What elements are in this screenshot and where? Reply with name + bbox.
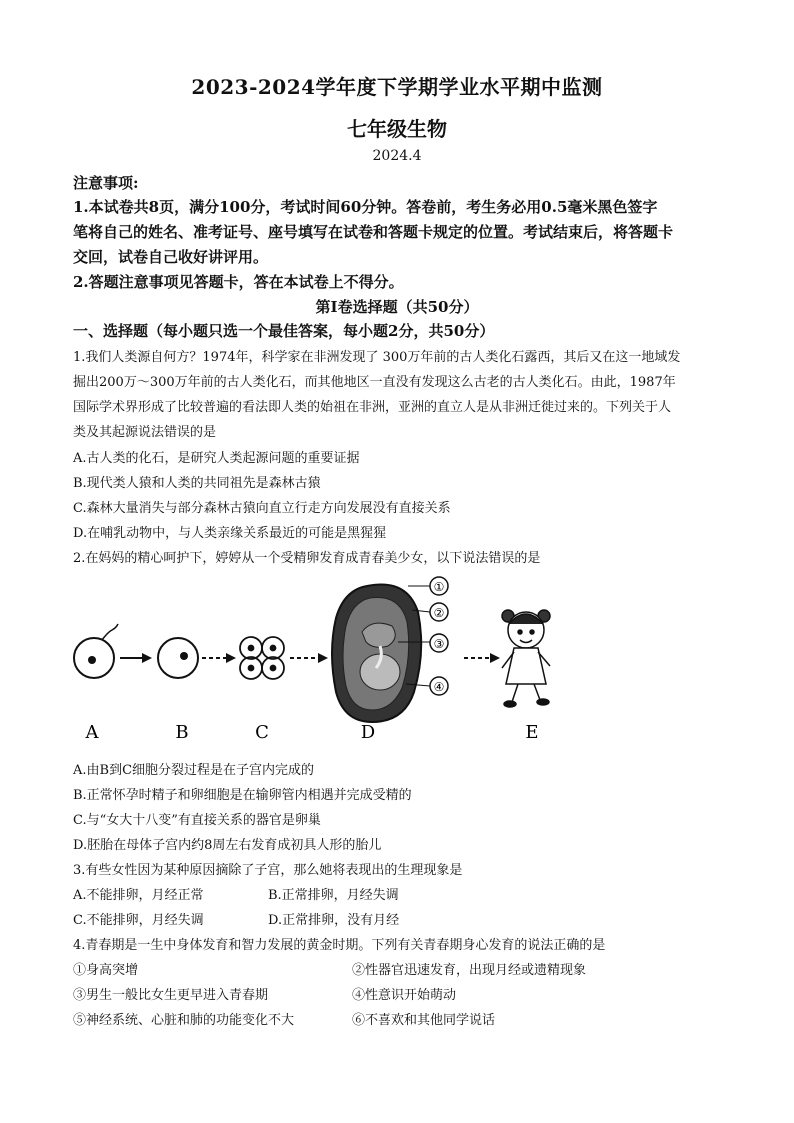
arrow-dashed-icon: [290, 653, 328, 663]
svg-text:②: ②: [433, 606, 445, 620]
notice-line: 交回，试卷自己收好讲评用。: [73, 248, 269, 266]
q1-stem-line: 国际学术界形成了比较普遍的看法即人类的始祖在非洲，亚洲的直立人是从非洲迁徙过来的。下列关于人: [73, 400, 672, 415]
part-title: 第Ⅰ卷选择题（共50分）: [315, 298, 479, 316]
exam-subtitle: 七年级生物: [347, 117, 447, 141]
arrow-solid-icon: [120, 653, 152, 663]
q2-stem: 2.在妈妈的精心呵护下，婷婷从一个受精卵发育成青春美少女，以下说法错误的是: [73, 551, 541, 566]
section-heading: 一、选择题（每小题只选一个最佳答案，每小题2分，共50分）: [73, 322, 495, 340]
stage-e-girl-icon: [502, 610, 550, 707]
stage-label-d: D: [360, 722, 376, 743]
stage-a-zygote-icon: [74, 624, 118, 678]
notice-heading: 注意事项:: [73, 174, 139, 192]
notice-line: 1.本试卷共8页，满分100分，考试时间60分钟。答卷前，考生务必用0.5毫米黑色签字: [73, 198, 658, 216]
q1-stem-line: 1.我们人类源自何方？1974年，科学家在非洲发现了 300万年前的古人类化石露西，其后又在这一地域发: [73, 350, 681, 365]
q3-stem: 3.有些女性因为某种原因摘除了子宫，那么她将表现出的生理现象是: [73, 863, 463, 878]
development-figure: [62, 572, 662, 752]
q2-option-a: A.由B到C细胞分裂过程是在子宫内完成的: [73, 763, 315, 778]
notice-line: 笔将自己的姓名、准考证号、座号填写在试卷和答题卡规定的位置。考试结束后，将答题卡: [73, 223, 674, 241]
notice-line: 2.答题注意事项见答题卡，答在本试卷上不得分。: [73, 273, 404, 291]
q4-stem: 4.青春期是一生中身体发育和智力发展的黄金时期。下列有关青春期身心发育的说法正确的是: [73, 938, 606, 953]
callout-3: [430, 634, 448, 652]
svg-text:③: ③: [433, 637, 445, 651]
q1-stem-line: 类及其起源说法错误的是: [73, 425, 217, 440]
arrow-dashed-icon: [202, 653, 236, 663]
stage-label-a: A: [85, 722, 99, 743]
stage-label-e: E: [525, 722, 539, 743]
q4-item-5: ⑤神经系统、心脏和肺的功能变化不大: [73, 1013, 295, 1028]
arrow-dashed-icon: [464, 653, 500, 663]
q2-option-b: B.正常怀孕时精子和卵细胞是在输卵管内相遇并完成受精的: [73, 788, 412, 803]
q1-option-c: C.森林大量消失与部分森林古猿向直立行走方向发展没有直接关系: [73, 501, 451, 516]
stage-label-c: C: [255, 722, 269, 743]
q1-stem-line: 掘出200万～300万年前的古人类化石，而其他地区一直没有发现这么古老的古人类化石。由此，1987年: [73, 375, 676, 390]
q2-option-c: C.与“女大十八变”有直接关系的器官是卵巢: [73, 813, 321, 828]
q3-option-b: B.正常排卵，月经失调: [268, 888, 399, 903]
q4-item-4: ④性意识开始萌动: [352, 988, 457, 1003]
stage-b-egg-icon: [158, 638, 198, 678]
q1-option-a: A.古人类的化石，是研究人类起源问题的重要证据: [73, 451, 360, 466]
q3-option-a: A.不能排卵，月经正常: [73, 888, 204, 903]
stage-label-b: B: [175, 722, 189, 743]
stage-c-cell-cluster-icon: [240, 637, 284, 679]
q4-item-1: ①身高突增: [73, 963, 139, 978]
q4-item-3: ③男生一般比女生更早进入青春期: [73, 988, 269, 1003]
callout-1: [430, 577, 448, 595]
exam-title: 2023-2024学年度下学期学业水平期中监测: [191, 75, 603, 99]
stage-d-fetus-in-uterus-icon: [332, 584, 430, 722]
q4-item-6: ⑥不喜欢和其他同学说话: [352, 1013, 496, 1028]
q4-item-2: ②性器官迅速发育，出现月经或遗精现象: [352, 963, 587, 978]
exam-date: 2024.4: [372, 148, 422, 164]
q3-option-d: D.正常排卵，没有月经: [268, 913, 400, 928]
svg-text:④: ④: [433, 680, 445, 694]
callout-2: [430, 603, 448, 621]
q1-option-d: D.在哺乳动物中，与人类亲缘关系最近的可能是黑猩猩: [73, 526, 387, 541]
callout-4: [430, 677, 448, 695]
q2-option-d: D.胚胎在母体子宫内约8周左右发育成初具人形的胎儿: [73, 838, 382, 853]
q3-option-c: C.不能排卵，月经失调: [73, 913, 204, 928]
svg-text:①: ①: [433, 580, 445, 594]
q1-option-b: B.现代类人猿和人类的共同祖先是森林古猿: [73, 476, 321, 491]
